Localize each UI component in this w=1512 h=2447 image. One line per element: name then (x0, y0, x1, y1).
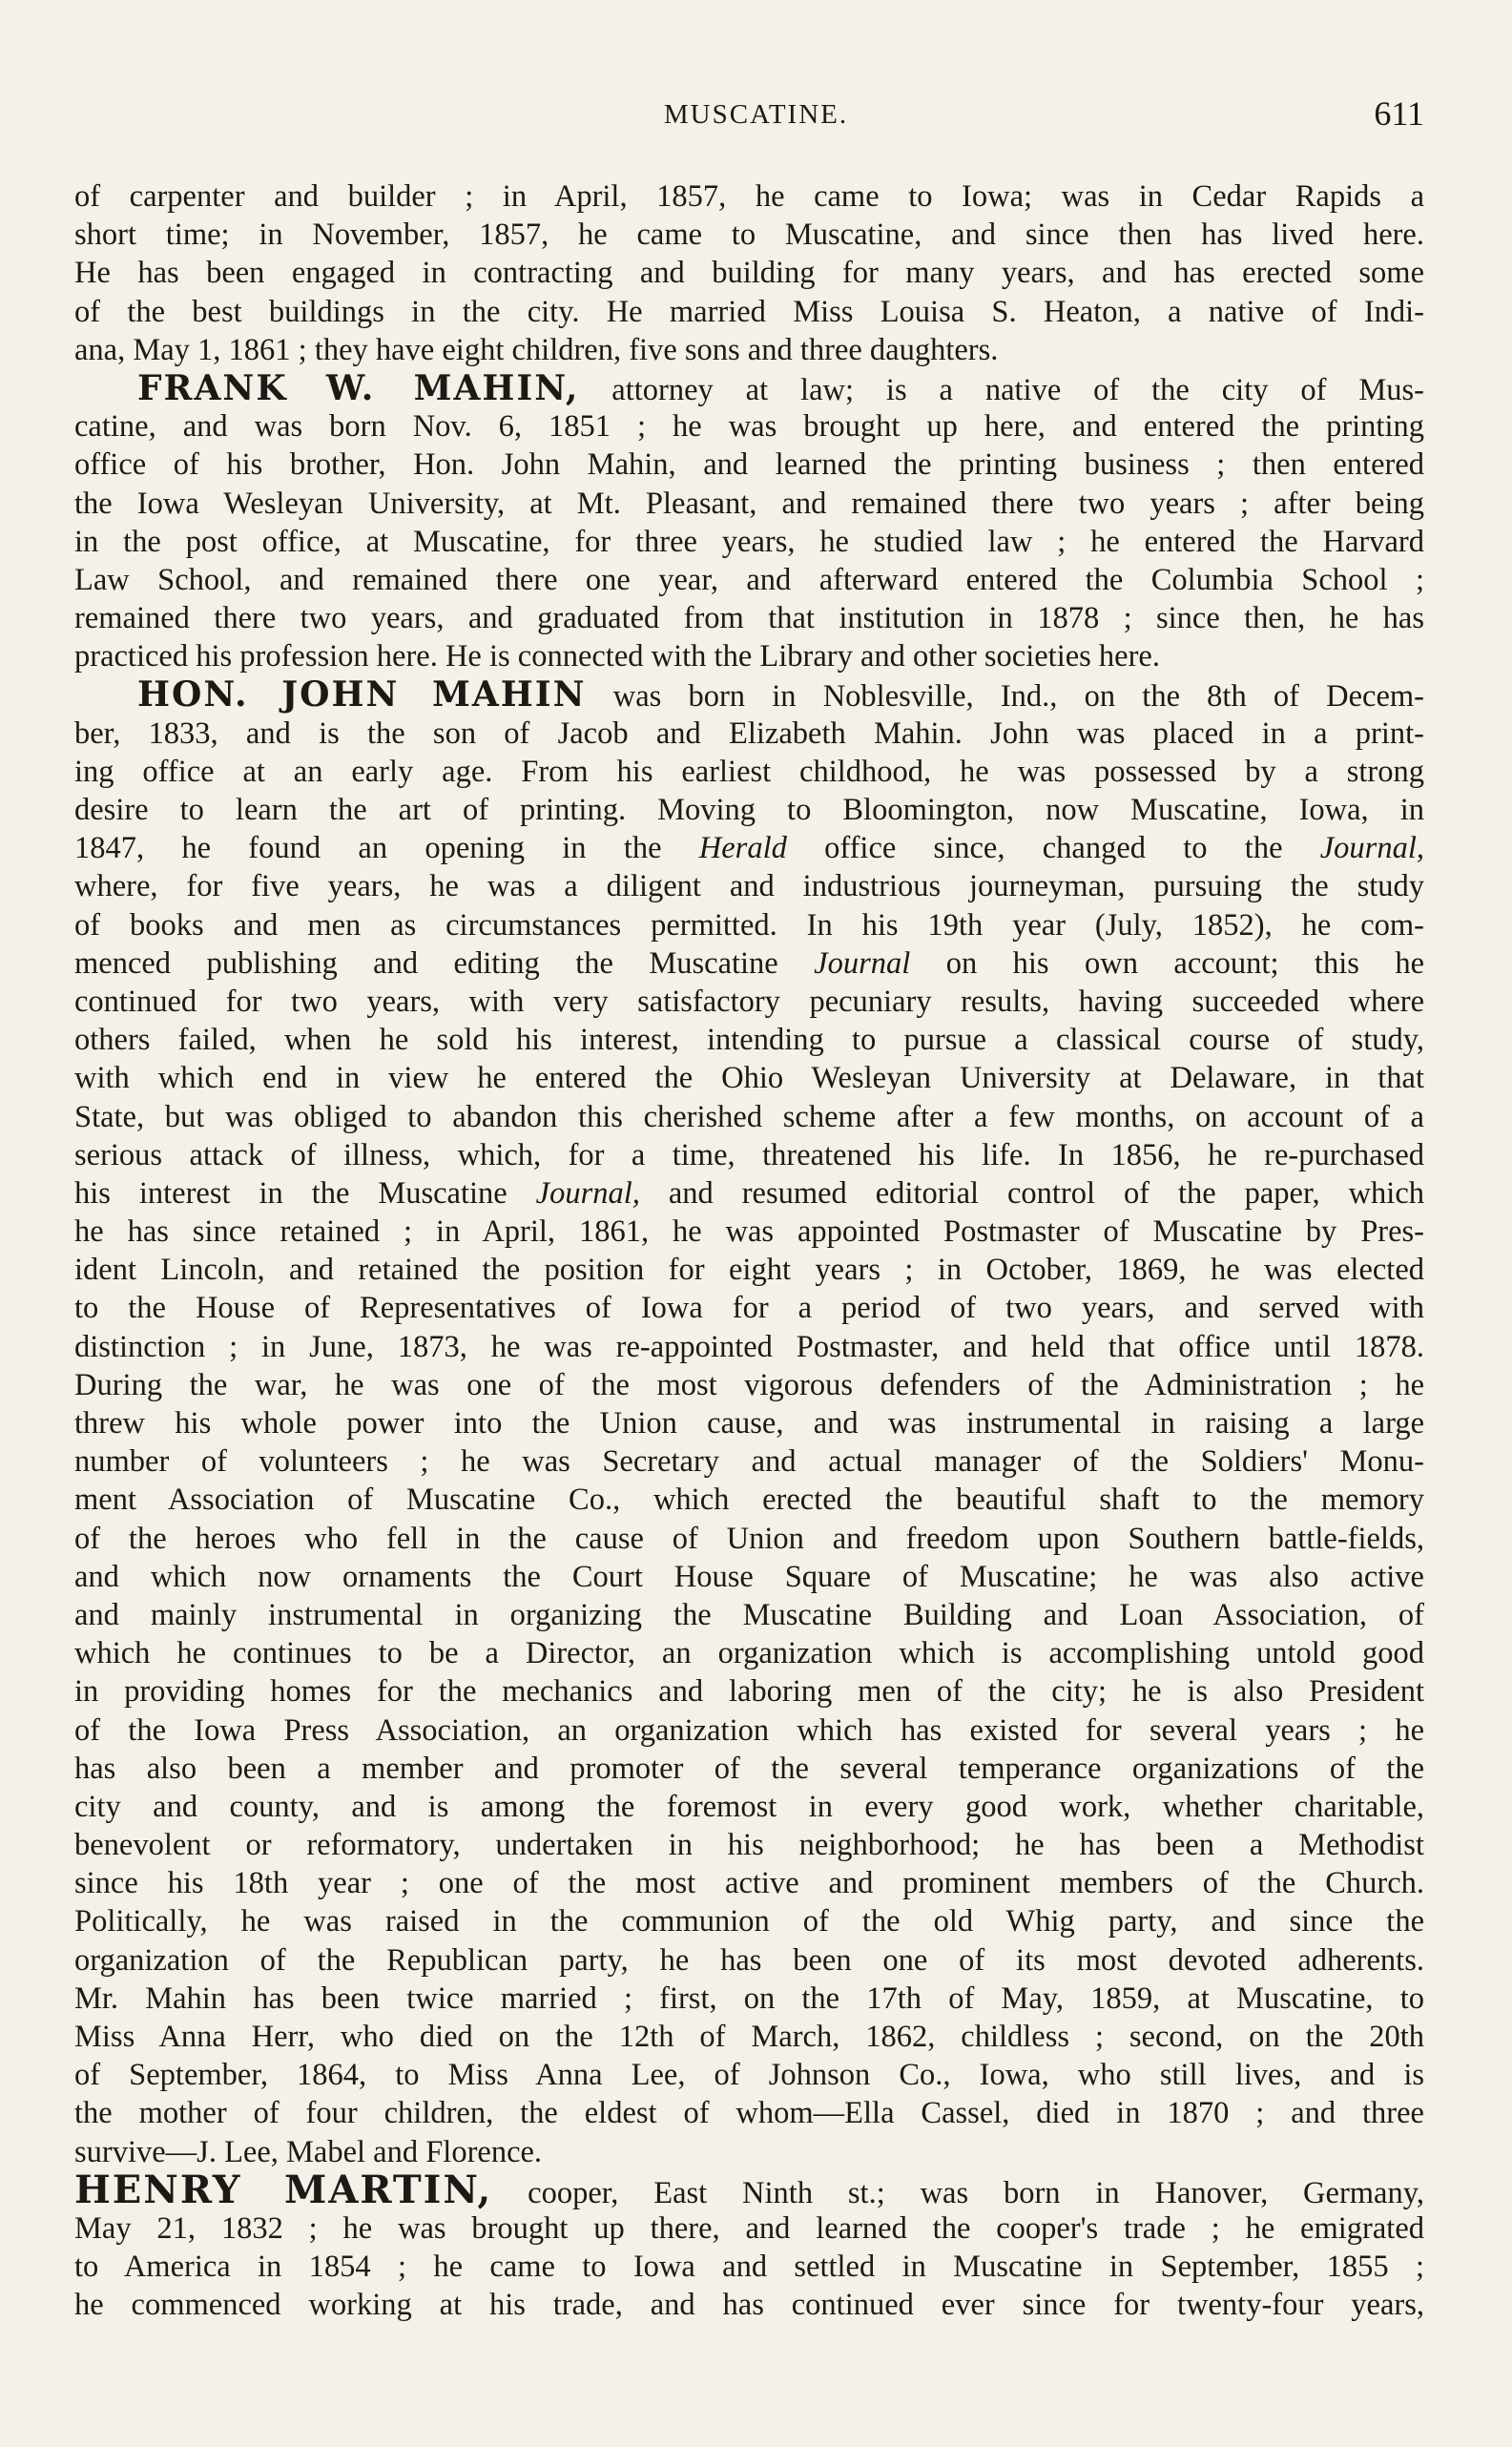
text-line: office of his brother, Hon. John Mahin, and learned the printing business ; then entered (74, 447, 1424, 483)
text-line: remained there two years, and graduated from that institution in 1878 ; since then, he has (74, 601, 1424, 636)
text-line: which he continues to be a Director, an organization which is accomplishing untold good (74, 1636, 1424, 1671)
text-line: State, but was obliged to abandon this cherished scheme after a few months, on account of a (74, 1099, 1424, 1134)
text-line: benevolent or reformatory, undertaken in his neighborhood; he has been a Methodist (74, 1828, 1424, 1863)
text-line: has also been a member and promoter of the several temperance organizations of the (74, 1751, 1424, 1786)
text-line: catine, and was born Nov. 6, 1851 ; he was brought up here, and entered the printing (74, 409, 1424, 445)
text-line: During the war, he was one of the most vigorous defenders of the Administration ; he (74, 1367, 1424, 1402)
text-line: short time; in November, 1857, he came to Muscatine, and since then has lived here. (74, 218, 1424, 253)
text-line: to the House of Representatives of Iowa for a period of two years, and served with (74, 1291, 1424, 1326)
text-line: ing office at an early age. From his earliest childhood, he was possessed by a strong (74, 754, 1424, 789)
text-line: organization of the Republican party, he has been one of its most devoted adherents. (74, 1942, 1424, 1978)
text-line: of carpenter and builder ; in April, 1857, he came to Iowa; was in Cedar Rapids a (74, 179, 1424, 214)
text-line: Mr. Mahin has been twice married ; first, on the 17th of May, 1859, at Muscatine, to (74, 1980, 1424, 2016)
text-line: ident Lincoln, and retained the position for eight years ; in October, 1869, he was elected (74, 1253, 1424, 1288)
text-line: and which now ornaments the Court House Square of Muscatine; he was also active (74, 1559, 1424, 1594)
page-header (0, 93, 1512, 141)
text-line: in providing homes for the mechanics and laboring men of the city; he is also President (74, 1674, 1424, 1710)
text-line: of the best buildings in the city. He married Miss Louisa S. Heaton, a native of Indi- (74, 294, 1424, 329)
text-line: of September, 1864, to Miss Anna Lee, of Johnson Co., Iowa, who still lives, and is (74, 2058, 1424, 2093)
text-line: He has been engaged in contracting and building for many years, and has erected some (74, 256, 1424, 291)
entry-name: HENRY MARTIN, (74, 2170, 493, 2209)
entry-name: HON. JOHN MAHIN (137, 675, 587, 715)
entry-name: FRANK W. MAHIN, (137, 368, 580, 408)
text-line: since his 18th year ; one of the most active and prominent members of the Church. (74, 1866, 1424, 1901)
text-line: in the post office, at Muscatine, for three years, he studied law ; he entered the Harvard (74, 524, 1424, 559)
running-head: MUSCATINE. (663, 99, 849, 130)
page-number: 611 (1374, 94, 1424, 133)
body-text (74, 177, 1424, 2325)
text-line: practiced his profession here. He is connected with the Library and other societies here. (74, 639, 1160, 674)
text-line: Law School, and remained there one year, and afterward entered the Columbia School ; (74, 562, 1424, 597)
text-line: of books and men as circumstances permitted. In his 19th year (July, 1852), he com- (74, 907, 1424, 943)
text-line: of the Iowa Press Association, an organization which has existed for several years ; he (74, 1712, 1424, 1748)
text-line: ber, 1833, and is the son of Jacob and Elizabeth Mahin. John was placed in a print- (74, 715, 1424, 751)
text-line: number of volunteers ; he was Secretary and actual manager of the Soldiers' Monu- (74, 1444, 1424, 1480)
text-line: he commenced working at his trade, and has continued ever since for twenty-four years, (74, 2288, 1424, 2323)
entry-first-line: HENRY MARTIN, cooper, East Ninth st.; was born in Hanover, Germany, (74, 2171, 1424, 2209)
text-line: others failed, when he sold his interest, intending to pursue a classical course of study, (74, 1023, 1424, 1058)
text-line: desire to learn the art of printing. Moving to Bloomington, now Muscatine, Iowa, in (74, 793, 1424, 827)
text-line: city and county, and is among the foremost in every good work, whether charitable, (74, 1789, 1424, 1824)
text-line: threw his whole power into the Union cause, and was instrumental in raising a large (74, 1406, 1424, 1441)
text-line: where, for five years, he was a diligent and industrious journeyman, pursuing the study (74, 869, 1424, 904)
text-line: 1847, he found an opening in the Herald office since, changed to the Journal, (74, 831, 1424, 866)
text-line: his interest in the Muscatine Journal, and resumed editorial control of the paper, which (74, 1175, 1424, 1211)
text-line: and mainly instrumental in organizing the Muscatine Building and Loan Association, of (74, 1597, 1424, 1632)
text-line: Politically, he was raised in the communion of the old Whig party, and since the (74, 1904, 1424, 1939)
text-line: distinction ; in June, 1873, he was re-appointed Postmaster, and held that office until 1878. (74, 1329, 1424, 1364)
text-line: of the heroes who fell in the cause of Union and freedom upon Southern battle-fields, (74, 1521, 1424, 1556)
text-line: he has since retained ; in April, 1861, he was appointed Postmaster of Muscatine by Pres- (74, 1214, 1424, 1250)
text-line: continued for two years, with very satisfactory pecuniary results, having succeeded where (74, 984, 1424, 1019)
text-line: Miss Anna Herr, who died on the 12th of March, 1862, childless ; second, on the 20th (74, 2020, 1424, 2054)
text-line: May 21, 1832 ; he was brought up there, and learned the cooper's trade ; he emigrated (74, 2210, 1424, 2246)
text-line: the Iowa Wesleyan University, at Mt. Pleasant, and remained there two years ; after being (74, 486, 1424, 521)
text-line: menced publishing and editing the Muscatine Journal on his own account; this he (74, 945, 1424, 981)
text-line: with which end in view he entered the Ohio Wesleyan University at Delaware, in that (74, 1061, 1424, 1096)
text-line: survive—J. Lee, Mabel and Florence. (74, 2134, 543, 2169)
text-line: serious attack of illness, which, for a time, threatened his life. In 1856, he re-purchased (74, 1137, 1424, 1172)
entry-first-line: HON. JOHN MAHIN was born in Noblesville, Ind., on the 8th of Decem- (137, 675, 1424, 715)
text-line: to America in 1854 ; he came to Iowa and settled in Muscatine in September, 1855 ; (74, 2250, 1424, 2285)
entry-first-line: FRANK W. MAHIN, attorney at law; is a native of the city of Mus- (137, 368, 1424, 408)
text-line: the mother of four children, the eldest of whom—Ella Cassel, died in 1870 ; and three (74, 2096, 1424, 2131)
text-line: ana, May 1, 1861 ; they have eight children, five sons and three daughters. (74, 332, 999, 367)
text-line: ment Association of Muscatine Co., which erected the beautiful shaft to the memory (74, 1483, 1424, 1518)
